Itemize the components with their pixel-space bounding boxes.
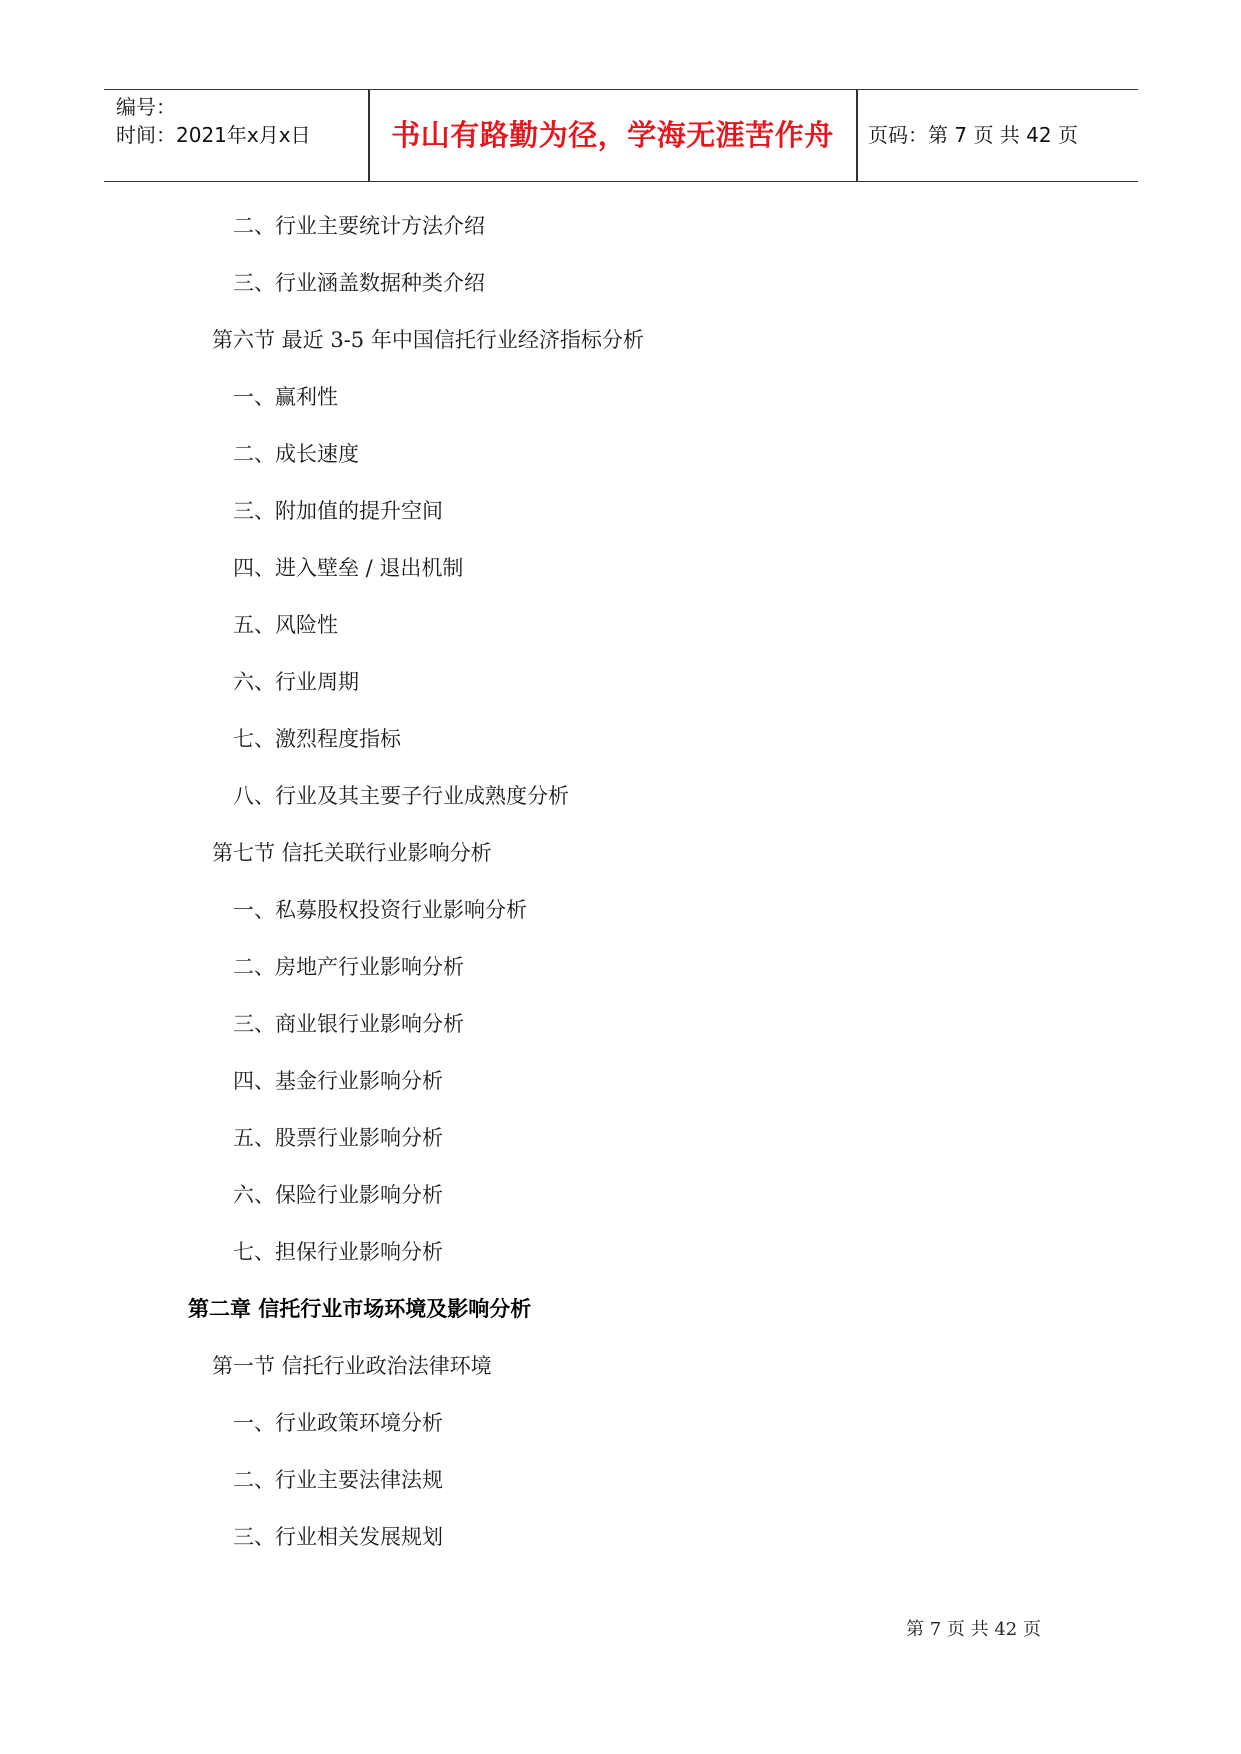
toc-item: 六、行业周期 — [233, 670, 359, 694]
toc-item: 二、行业主要统计方法介绍 — [233, 214, 485, 238]
toc-section: 第六节 最近 3-5 年中国信托行业经济指标分析 — [212, 328, 644, 352]
toc-section: 第一节 信托行业政治法律环境 — [212, 1354, 492, 1378]
header-divider-right — [856, 90, 858, 181]
header-meta — [116, 93, 311, 149]
toc-item: 四、基金行业影响分析 — [233, 1069, 443, 1093]
toc-section: 第七节 信托关联行业影响分析 — [212, 841, 492, 865]
toc-item: 一、行业政策环境分析 — [233, 1411, 443, 1435]
toc-item: 二、行业主要法律法规 — [233, 1468, 443, 1492]
toc-item: 三、行业涵盖数据种类介绍 — [233, 271, 485, 295]
document-header — [104, 89, 1138, 182]
toc-item: 一、私募股权投资行业影响分析 — [233, 898, 527, 922]
toc-item: 八、行业及其主要子行业成熟度分析 — [233, 784, 569, 808]
toc-item: 三、行业相关发展规划 — [233, 1525, 443, 1549]
header-page-label: 页码：第 7 页 共 42 页 — [868, 123, 1078, 147]
toc-item: 四、进入壁垒 / 退出机制 — [233, 556, 464, 580]
toc-item: 三、附加值的提升空间 — [233, 499, 443, 523]
toc-chapter: 第二章 信托行业市场环境及影响分析 — [188, 1296, 532, 1321]
time-label: 时间：2021年x月x日 — [116, 123, 311, 147]
header-motto: 书山有路勤为径，学海无涯苦作舟 — [391, 118, 834, 152]
toc-item: 二、成长速度 — [233, 442, 359, 466]
toc-item: 七、担保行业影响分析 — [233, 1240, 443, 1264]
toc-item: 三、商业银行业影响分析 — [233, 1012, 464, 1036]
number-label: 编号： — [116, 95, 176, 119]
toc-item: 二、房地产行业影响分析 — [233, 955, 464, 979]
toc-item: 七、激烈程度指标 — [233, 727, 401, 751]
toc-item: 一、赢利性 — [233, 385, 338, 409]
toc-item: 五、风险性 — [233, 613, 338, 637]
page-footer: 第 7 页 共 42 页 — [906, 1619, 1041, 1640]
toc-item: 六、保险行业影响分析 — [233, 1183, 443, 1207]
toc-item: 五、股票行业影响分析 — [233, 1126, 443, 1150]
